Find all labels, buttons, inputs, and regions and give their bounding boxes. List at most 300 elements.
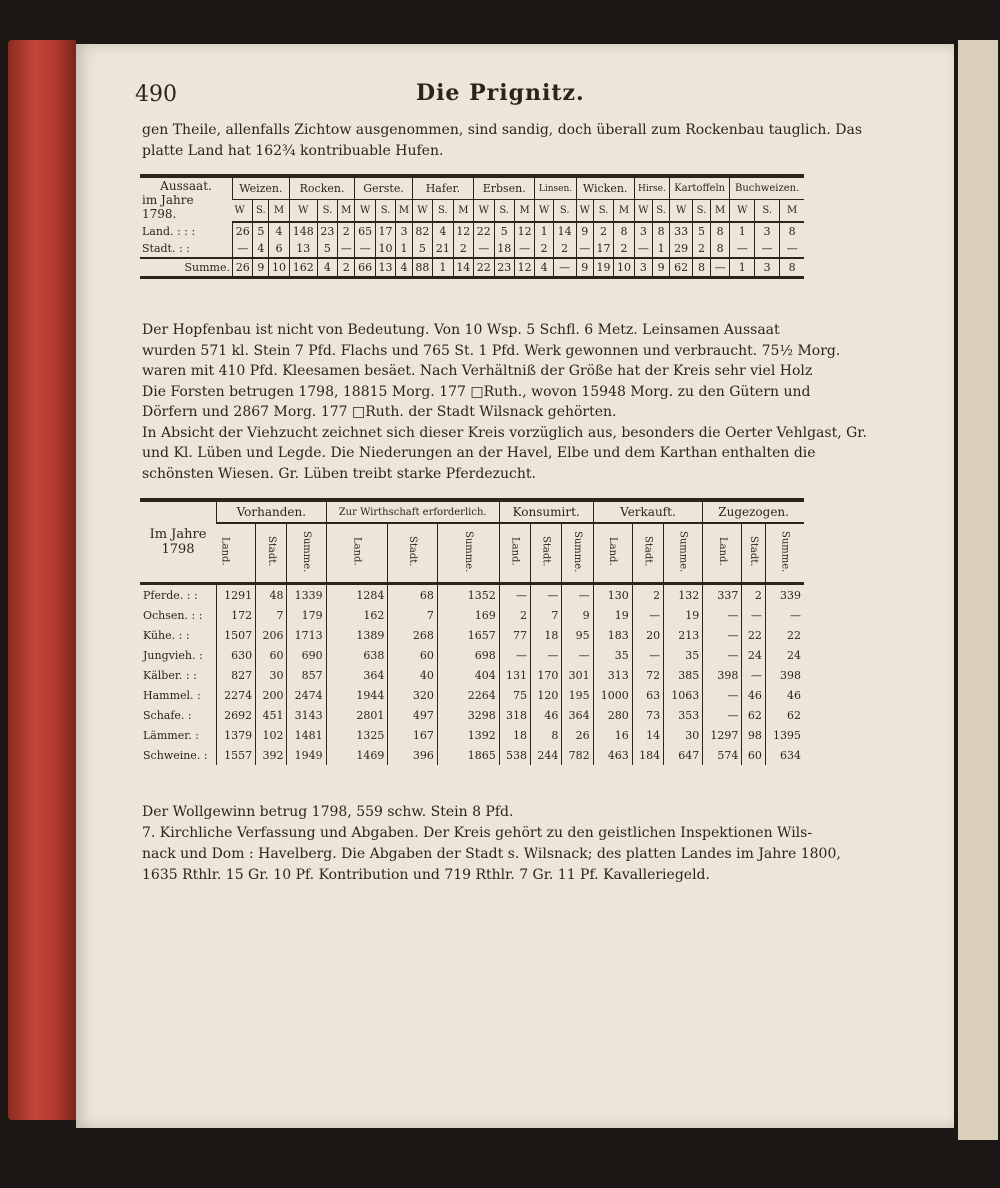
table-cell: 22 <box>742 625 765 645</box>
table2-corner-line: 1798 <box>161 542 195 557</box>
table-cell: 23 <box>317 222 337 240</box>
table-cell: — <box>742 605 765 625</box>
table-cell: 35 <box>664 645 703 665</box>
table-cell: 26 <box>562 725 593 745</box>
subcol-header <box>217 523 256 584</box>
table-cell: 320 <box>388 685 437 705</box>
subcol-header <box>499 523 530 584</box>
body-line: Der Wollgewinn betrug 1798, 559 schw. Stein 8 Pfd. <box>142 804 514 820</box>
table-cell: 19 <box>664 605 703 625</box>
livestock-row <box>140 725 804 745</box>
table-cell: 1507 <box>217 625 256 645</box>
table-cell: 396 <box>388 745 437 765</box>
table-cell: 1392 <box>437 725 499 745</box>
table-cell: 183 <box>593 625 632 645</box>
body-line: In Absicht der Viehzucht zeichnet sich dieser Kreis vorzüglich aus, besonders die Oerter Vehlgast, Gr. <box>142 424 867 441</box>
row-label: Pferde. : : <box>143 588 198 602</box>
table-cell: 5 <box>693 222 711 240</box>
table-cell: 206 <box>256 625 287 645</box>
table-cell: — <box>780 240 804 258</box>
table-cell: 1865 <box>437 745 499 765</box>
body-line: 1635 Rthlr. 15 Gr. 10 Pf. Kontribution und 719 Rthlr. 7 Gr. 11 Pf. Kavalleriegeld. <box>142 867 710 883</box>
subcol-header <box>632 523 663 584</box>
table-cell: 2 <box>593 222 613 240</box>
table-cell: 1481 <box>287 725 326 745</box>
table-cell: 73 <box>632 705 663 725</box>
table-cell: 148 <box>289 222 317 240</box>
table-cell: 200 <box>256 685 287 705</box>
table-cell: 62 <box>670 258 693 278</box>
sowing-table <box>140 174 804 279</box>
crop-header: Rocken. <box>289 176 355 200</box>
unit-header: S. <box>653 200 670 222</box>
table-cell: 46 <box>765 685 804 705</box>
table-cell: 179 <box>287 605 326 625</box>
table-cell: 7 <box>388 605 437 625</box>
table-cell: 1352 <box>437 584 499 606</box>
unit-header: W <box>233 200 253 222</box>
table-cell: 3298 <box>437 705 499 725</box>
table-cell: 1 <box>433 258 453 278</box>
subcol-label: Land. <box>607 537 619 566</box>
table-cell: 162 <box>289 258 317 278</box>
table-cell: 1657 <box>437 625 499 645</box>
table-cell: 2692 <box>217 705 256 725</box>
table-cell: 18 <box>499 725 530 745</box>
row-label: Lämmer. : <box>143 728 199 742</box>
table-cell: 8 <box>780 222 804 240</box>
sowing-row <box>140 222 804 240</box>
table-cell: 1 <box>396 240 412 258</box>
livestock-row <box>140 645 804 665</box>
table-cell: 62 <box>765 705 804 725</box>
table-cell: 195 <box>562 685 593 705</box>
table-cell: 574 <box>703 745 742 765</box>
livestock-row <box>140 665 804 685</box>
group-header: Zur Wirthschaft erforderlich. <box>326 500 499 523</box>
table-cell: 22 <box>474 258 494 278</box>
table-cell: 4 <box>433 222 453 240</box>
table-cell: — <box>499 645 530 665</box>
table-cell: — <box>531 645 562 665</box>
table-cell: 301 <box>562 665 593 685</box>
table-cell: 131 <box>499 665 530 685</box>
table-cell: 60 <box>742 745 765 765</box>
unit-header: S. <box>553 200 576 222</box>
table-cell: 1395 <box>765 725 804 745</box>
subcol-label: Stadt. <box>407 536 419 567</box>
table-cell: 10 <box>269 258 289 278</box>
table-cell: 2474 <box>287 685 326 705</box>
table-cell: — <box>553 258 576 278</box>
crop-header: Erbsen. <box>474 176 535 200</box>
table-cell: 120 <box>531 685 562 705</box>
table-cell: 2 <box>338 222 355 240</box>
subcol-label: Stadt. <box>265 536 277 567</box>
table-cell: 167 <box>388 725 437 745</box>
livestock-row <box>140 685 804 705</box>
unit-header: S. <box>693 200 711 222</box>
table-cell: — <box>703 625 742 645</box>
crop-header: Buchweizen. <box>730 176 804 200</box>
table-cell: 8 <box>531 725 562 745</box>
table-cell: 9 <box>253 258 269 278</box>
page-number: 490 <box>135 82 177 107</box>
table-cell: 1284 <box>326 584 388 606</box>
table-cell: 1297 <box>703 725 742 745</box>
row-label: Kühe. : : <box>143 628 190 642</box>
table-cell: 12 <box>514 222 534 240</box>
table-cell: 9 <box>653 258 670 278</box>
table-cell: 313 <box>593 665 632 685</box>
subcol-label: Summe. <box>301 530 313 573</box>
table-cell: 12 <box>453 222 473 240</box>
table-cell: 9 <box>576 258 593 278</box>
table-cell: 8 <box>710 222 729 240</box>
table-cell: 1557 <box>217 745 256 765</box>
table-cell: 169 <box>437 605 499 625</box>
table-cell: 14 <box>453 258 473 278</box>
table-cell: 4 <box>269 222 289 240</box>
unit-header: S. <box>253 200 269 222</box>
table-cell: 30 <box>256 665 287 685</box>
table-cell: 72 <box>632 665 663 685</box>
table-cell: 1949 <box>287 745 326 765</box>
table-cell: 17 <box>593 240 613 258</box>
table-cell: 29 <box>670 240 693 258</box>
unit-header: M <box>614 200 634 222</box>
unit-header: W <box>289 200 317 222</box>
table-cell: 1325 <box>326 725 388 745</box>
table-cell: 1291 <box>217 584 256 606</box>
table-cell: 18 <box>494 240 514 258</box>
row-label: Hammel. : <box>143 688 201 702</box>
table-cell: 2 <box>742 584 765 606</box>
table-cell: 14 <box>553 222 576 240</box>
crop-header: Hirse. <box>634 176 669 200</box>
table-cell: 8 <box>710 240 729 258</box>
table-cell: 398 <box>765 665 804 685</box>
body-line: und Kl. Lüben und Legde. Die Niederungen an der Havel, Elbe und dem Karthan enthalten die <box>142 445 816 461</box>
subcol-label: Land. <box>219 537 231 566</box>
table-cell: 60 <box>388 645 437 665</box>
table-cell: 4 <box>253 240 269 258</box>
table-cell: 690 <box>287 645 326 665</box>
table-cell: 5 <box>317 240 337 258</box>
livestock-row <box>140 705 804 725</box>
table-cell: 2 <box>693 240 711 258</box>
table-cell: 2274 <box>217 685 256 705</box>
table-cell: 698 <box>437 645 499 665</box>
row-label: Jungvieh. : <box>143 648 203 662</box>
subcol-label: Summe. <box>572 530 583 573</box>
table-cell: 16 <box>593 725 632 745</box>
table-cell: 82 <box>412 222 432 240</box>
unit-header: M <box>396 200 412 222</box>
subcol-header <box>287 523 326 584</box>
table-cell: 10 <box>375 240 395 258</box>
subcol-header <box>562 523 593 584</box>
table-cell: 102 <box>256 725 287 745</box>
table-cell: 353 <box>664 705 703 725</box>
unit-header: W <box>730 200 755 222</box>
table-cell: — <box>703 685 742 705</box>
table-cell: 318 <box>499 705 530 725</box>
table-cell: 60 <box>256 645 287 665</box>
intro-line: platte Land hat 162¾ kontribuable Hufen. <box>142 143 444 159</box>
table-cell: 1 <box>730 222 755 240</box>
table-cell: 12 <box>514 258 534 278</box>
crop-header: Hafer. <box>412 176 473 200</box>
table-cell: — <box>514 240 534 258</box>
table-cell: — <box>562 645 593 665</box>
table-cell: — <box>233 240 253 258</box>
table-cell: 2 <box>338 258 355 278</box>
table-cell: 5 <box>494 222 514 240</box>
table-cell: 385 <box>664 665 703 685</box>
row-label: Schafe. : <box>143 708 192 722</box>
table-cell: 451 <box>256 705 287 725</box>
table-cell: 9 <box>562 605 593 625</box>
table-cell: — <box>703 705 742 725</box>
subcol-header <box>388 523 437 584</box>
table-cell: 1339 <box>287 584 326 606</box>
table-cell: — <box>562 584 593 606</box>
table-cell: 68 <box>388 584 437 606</box>
table-cell: — <box>632 605 663 625</box>
unit-header: S. <box>593 200 613 222</box>
table-cell: 337 <box>703 584 742 606</box>
table2-corner-line: Im Jahre <box>149 527 207 542</box>
table-cell: 3 <box>396 222 412 240</box>
table-cell: 3 <box>755 222 780 240</box>
table-cell: 23 <box>494 258 514 278</box>
subcol-header <box>742 523 765 584</box>
unit-header: M <box>514 200 534 222</box>
table-cell: 827 <box>217 665 256 685</box>
table-cell: 213 <box>664 625 703 645</box>
table-cell: — <box>531 584 562 606</box>
unit-header: M <box>710 200 729 222</box>
table-cell: 638 <box>326 645 388 665</box>
table-cell: 3 <box>634 258 652 278</box>
table-cell: 48 <box>256 584 287 606</box>
table-cell: 95 <box>562 625 593 645</box>
subcol-header <box>256 523 287 584</box>
table-cell: — <box>755 240 780 258</box>
unit-header: S. <box>494 200 514 222</box>
table-cell: 2264 <box>437 685 499 705</box>
table-cell: 5 <box>253 222 269 240</box>
row-label: Kälber. : : <box>143 668 197 682</box>
unit-header: W <box>670 200 693 222</box>
table-cell: 98 <box>742 725 765 745</box>
table-cell: 8 <box>780 258 804 278</box>
table-cell: — <box>338 240 355 258</box>
table-cell: — <box>730 240 755 258</box>
unit-header: M <box>780 200 804 222</box>
table-cell: 634 <box>765 745 804 765</box>
table-cell: 172 <box>217 605 256 625</box>
table-cell: 13 <box>289 240 317 258</box>
table-cell: — <box>632 645 663 665</box>
table-cell: 857 <box>287 665 326 685</box>
table-cell: 4 <box>396 258 412 278</box>
next-page-edge <box>958 40 998 1140</box>
table-cell: 398 <box>703 665 742 685</box>
group-header: Konsumirt. <box>499 500 593 523</box>
table-cell: 21 <box>433 240 453 258</box>
table-cell: 8 <box>614 222 634 240</box>
table-cell: 170 <box>531 665 562 685</box>
subcol-label: Land. <box>716 537 728 566</box>
table-cell: 19 <box>593 258 613 278</box>
table-cell: 35 <box>593 645 632 665</box>
table-cell: 5 <box>412 240 432 258</box>
table-cell: 18 <box>531 625 562 645</box>
unit-header: S. <box>433 200 453 222</box>
table-cell: 8 <box>693 258 711 278</box>
table-cell: 63 <box>632 685 663 705</box>
body-line: waren mit 410 Pfd. Kleesamen besäet. Nach Verhältniß der Größe hat der Kreis sehr viel Holz <box>142 363 813 379</box>
livestock-row <box>140 605 804 625</box>
table-cell: 2 <box>535 240 553 258</box>
table-cell: 2801 <box>326 705 388 725</box>
table-cell: 132 <box>664 584 703 606</box>
table-cell: 1469 <box>326 745 388 765</box>
table-cell: 3 <box>755 258 780 278</box>
body-line: wurden 571 kl. Stein 7 Pfd. Flachs und 765 St. 1 Pfd. Werk gewonnen und verbraucht. 75½ Morg. <box>142 342 841 359</box>
table-cell: 7 <box>256 605 287 625</box>
group-header: Zugezogen. <box>703 500 804 523</box>
table-cell: 647 <box>664 745 703 765</box>
table-cell: 2 <box>499 605 530 625</box>
table-cell: — <box>710 258 729 278</box>
crop-header: Wicken. <box>576 176 634 200</box>
table-cell: 339 <box>765 584 804 606</box>
subcol-label: Stadt. <box>748 536 760 567</box>
table-cell: — <box>742 665 765 685</box>
table-cell: 46 <box>742 685 765 705</box>
table-cell: 184 <box>632 745 663 765</box>
unit-header: M <box>338 200 355 222</box>
table-cell: 62 <box>742 705 765 725</box>
table-cell: 404 <box>437 665 499 685</box>
table-cell: 630 <box>217 645 256 665</box>
subcol-label: Land. <box>509 537 521 566</box>
table-cell: 268 <box>388 625 437 645</box>
table-cell: 1 <box>535 222 553 240</box>
body-line: schönsten Wiesen. Gr. Lüben treibt starke Pferdezucht. <box>142 465 536 482</box>
table-cell: 46 <box>531 705 562 725</box>
subcol-label: Summe. <box>677 530 689 573</box>
subcol-label: Stadt. <box>540 536 552 567</box>
table-cell: 538 <box>499 745 530 765</box>
table-cell: — <box>355 240 375 258</box>
sowing-row <box>140 240 804 258</box>
unit-header: M <box>453 200 473 222</box>
table-cell: 3143 <box>287 705 326 725</box>
table-cell: 66 <box>355 258 375 278</box>
subcol-header <box>531 523 562 584</box>
subcol-header <box>664 523 703 584</box>
livestock-row <box>140 625 804 645</box>
table-cell: 26 <box>233 258 253 278</box>
unit-header: W <box>576 200 593 222</box>
table-cell: 1000 <box>593 685 632 705</box>
unit-header: W <box>474 200 494 222</box>
table-cell: — <box>576 240 593 258</box>
table-cell: 392 <box>256 745 287 765</box>
table-cell: 2 <box>614 240 634 258</box>
crop-header: Gerste. <box>355 176 412 200</box>
table-cell: 26 <box>233 222 253 240</box>
row-label: Land. : : : <box>142 224 196 238</box>
table-cell: — <box>765 605 804 625</box>
subcol-header <box>326 523 388 584</box>
unit-header: M <box>269 200 289 222</box>
sowing-row <box>140 258 804 278</box>
table-cell: 77 <box>499 625 530 645</box>
subcol-header <box>765 523 804 584</box>
table-cell: 2 <box>553 240 576 258</box>
table-cell: 88 <box>412 258 432 278</box>
table-cell: 463 <box>593 745 632 765</box>
table-cell: 1944 <box>326 685 388 705</box>
livestock-table <box>140 498 804 765</box>
table-cell: 8 <box>653 222 670 240</box>
table-cell: — <box>499 584 530 606</box>
unit-header: W <box>634 200 652 222</box>
book-binding <box>8 40 76 1120</box>
body-line: Der Hopfenbau ist nicht von Bedeutung. Von 10 Wsp. 5 Schfl. 6 Metz. Leinsamen Aussaat <box>142 322 780 338</box>
intro-line: gen Theile, allenfalls Zichtow ausgenommen, sind sandig, doch überall zum Rockenbau tauglich. Das <box>142 122 863 138</box>
table-cell: 3 <box>634 222 652 240</box>
table1-corner-line: Aussaat. <box>160 179 212 193</box>
crop-header: Kartoffeln <box>670 176 730 200</box>
table-cell: 4 <box>317 258 337 278</box>
table-cell: 65 <box>355 222 375 240</box>
group-header: Verkauft. <box>593 500 703 523</box>
table-cell: 162 <box>326 605 388 625</box>
table-cell: 130 <box>593 584 632 606</box>
table-cell: 2 <box>453 240 473 258</box>
table-cell: — <box>703 645 742 665</box>
table-cell: — <box>634 240 652 258</box>
table-cell: 280 <box>593 705 632 725</box>
body-line: Dörfern und 2867 Morg. 177 □Ruth. der Stadt Wilsnack gehörten. <box>142 404 617 420</box>
table-cell: 364 <box>326 665 388 685</box>
table-cell: 17 <box>375 222 395 240</box>
row-label: Schweine. : <box>143 748 208 762</box>
livestock-row <box>140 584 804 606</box>
table-cell: 40 <box>388 665 437 685</box>
table-cell: 22 <box>765 625 804 645</box>
unit-header: W <box>535 200 553 222</box>
subcol-label: Summe. <box>779 530 791 573</box>
table1-corner-line: im Jahre 1798. <box>142 193 194 221</box>
table-cell: 75 <box>499 685 530 705</box>
table-cell: 1379 <box>217 725 256 745</box>
table-cell: 19 <box>593 605 632 625</box>
livestock-row <box>140 745 804 765</box>
table-cell: 1 <box>653 240 670 258</box>
body-line: 7. Kirchliche Verfassung und Abgaben. Der Kreis gehört zu den geistlichen Inspektionen Wils- <box>142 825 813 841</box>
subcol-header <box>703 523 742 584</box>
table-cell: 6 <box>269 240 289 258</box>
table-cell: 30 <box>664 725 703 745</box>
unit-header: S. <box>317 200 337 222</box>
